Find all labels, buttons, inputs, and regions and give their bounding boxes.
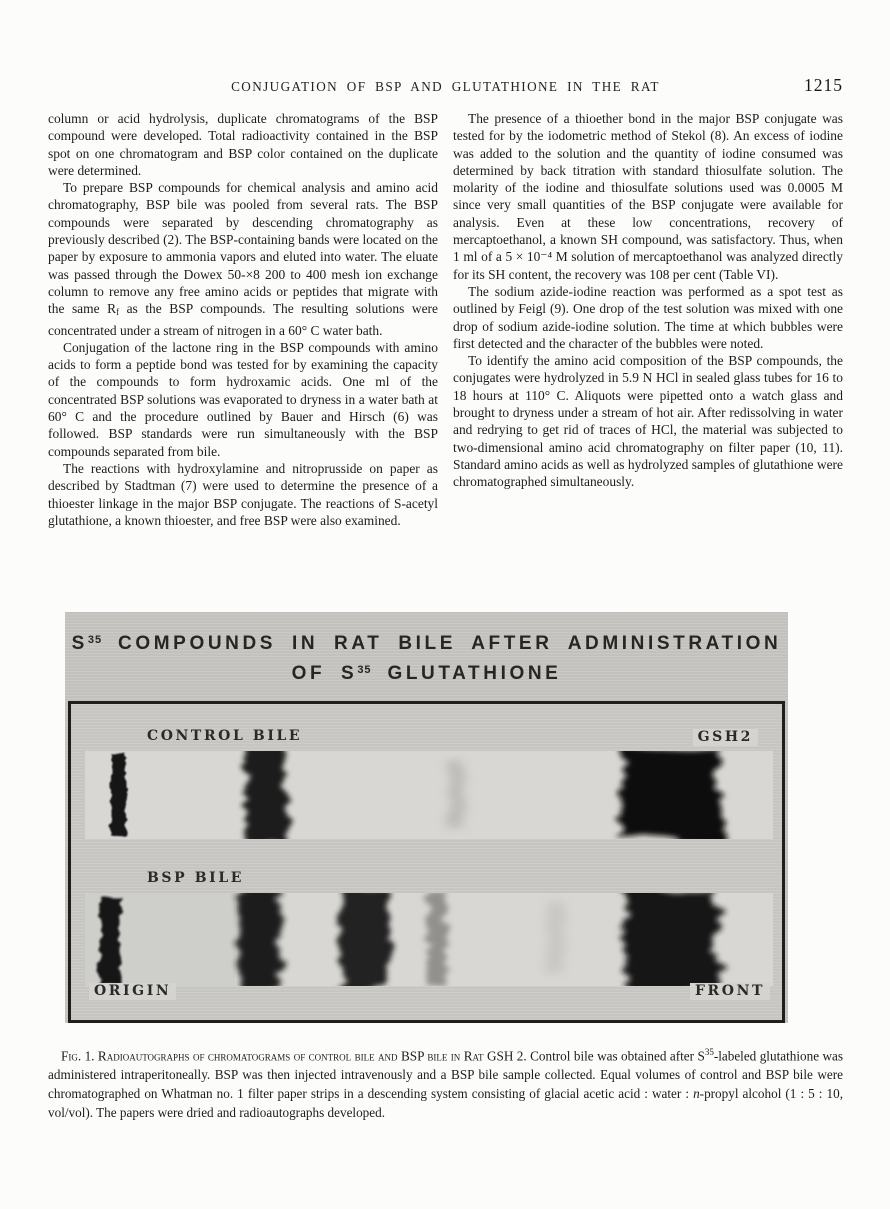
- figure-caption-text: -propyl alcohol (1 : 5 : 10, vol/vol). The papers were dried and radioautographs developed.: [48, 1085, 844, 1120]
- figure-title-text: OF S: [291, 663, 358, 684]
- chromatogram-band: [239, 893, 281, 986]
- paragraph: The sodium azide-iodine reaction was performed as a spot test as outlined by Feigl (9). One drop of the test solution was mixed with one drop of sodium azide-iodine solution. The time at which bubbles were first detected and the character of the bubbles were noted.: [453, 283, 843, 351]
- figure-caption: [48, 1043, 843, 1122]
- gsh2-band: [621, 751, 721, 839]
- isotope-superscript: 35: [704, 1047, 714, 1057]
- origin-band: [111, 754, 126, 836]
- running-head-title: CONJUGATION OF BSP AND GLUTATHIONE IN THE RAT: [231, 79, 660, 94]
- figure-caption-label: Fig. 1.: [61, 1048, 98, 1064]
- control-bile-label: CONTROL BILE: [147, 728, 303, 744]
- figure-caption-text: GSH 2.: [486, 1048, 531, 1064]
- paragraph: The reactions with hydroxylamine and nitroprusside on paper as described by Stadtman (7) were used to determine the presence of a thioester linkage in the major BSP conjugate. The reactions of S-acetyl glutathione, a known thioester, and free BSP were also examined.: [48, 460, 438, 528]
- front-label: FRONT: [690, 983, 770, 1000]
- bsp-bile-strip: [85, 893, 773, 986]
- left-column: [48, 110, 438, 529]
- figure-caption-text: Control bile was obtained after S: [530, 1048, 705, 1064]
- right-column: [453, 110, 843, 529]
- isotope-superscript: 35: [357, 664, 372, 676]
- figure-title-text: COMPOUNDS IN RAT BILE AFTER ADMINISTRATION: [102, 633, 782, 654]
- page-number: 1215: [804, 75, 843, 95]
- running-head: [48, 75, 843, 96]
- faint-band: [547, 901, 565, 978]
- gsh2-label: GSH2: [693, 729, 758, 746]
- origin-band: [100, 895, 120, 985]
- paragraph-text: as the BSP compounds. The resulting solutions were concentrated under a stream of nitrogen in a 60° C water bath.: [48, 301, 438, 338]
- faint-band: [448, 761, 464, 830]
- bsp-bile-label: BSP BILE: [147, 870, 245, 886]
- control-bile-strip: [85, 751, 773, 839]
- figure-title-text: S: [71, 633, 88, 654]
- figure-1-photo: [65, 612, 788, 1023]
- paragraph: [48, 179, 438, 339]
- figure-title-line-2: [65, 657, 788, 687]
- paragraph: column or acid hydrolysis, duplicate chromatograms of the BSP compound were developed. Total radioactivity contained in the BSP spot on one chromatogram and BSP color contained on the duplicate were determined.: [48, 111, 438, 178]
- origin-label: ORIGIN: [89, 983, 176, 1000]
- figure-title: [65, 612, 788, 701]
- paragraph: Conjugation of the lactone ring in the BSP compounds with amino acids to form a peptide bond was tested for by examining the capacity of the compounds to form hydroxamic acids. One ml of the concentrated BSP solutions was evaporated to dryness in a water bath at 60° C and the procedure outlined by Bauer and Hirsch (6) was followed. BSP standards were run simultaneously with the BSP compounds separated from bile.: [48, 339, 438, 459]
- figure-caption-text: -labeled glutathione was administered intraperitoneally. BSP was then injected intravenously and a BSP bile sample collected. Equal volumes of control and BSP bile were chromatographed on Whatman no. 1 filter paper strips in a descending system consisting of glacial acetic acid : water :: [48, 1048, 843, 1101]
- paragraph: To identify the amino acid composition of the BSP compounds, the conjugates were hydrolyzed in 5.9 N HCl in sealed glass tubes for 16 to 18 hours at 110° C. Aliquots were pipetted onto a watch glass and brought to dryness under a stream of hot air. After redissolving in water and redrying to get rid of traces of HCl, the material was subjected to two-dimensional amino acid chromatography on filter paper (10, 11). Standard amino acids as well as hydrolyzed samples of glutathione were chromatographed simultaneously.: [453, 353, 843, 490]
- rf-subscript: f: [116, 307, 120, 318]
- radioautograph-panel: [68, 701, 785, 1023]
- figure-caption-smallcaps: Radioautographs of chromatograms of control bile and BSP bile in Rat: [97, 1048, 487, 1064]
- body-columns: [48, 110, 843, 529]
- front-band: [625, 893, 717, 986]
- light-band: [427, 893, 447, 986]
- chromatogram-band: [341, 893, 389, 986]
- figure-title-line-1: [65, 627, 788, 657]
- paragraph: The presence of a thioether bond in the major BSP conjugate was tested for by the iodometric method of Stekol (8). An excess of iodine was added to the solution and the quantity of iodine consumed was determined by back titration with standard thiosulfate solution. The molarity of the iodine and thiosulfate solutions used was 0.0005 M since very small quantities of the BSP conjugate were available for analysis. Even at these low concentrations, recovery of mercaptoethanol, a known SH compound, was satisfactory. Thus, when 1 ml of a 5 × 10⁻⁴ M solution of mercaptoethanol was analyzed directly for its SH content, the recovery was 108 per cent (Table VI).: [453, 111, 843, 282]
- figure-caption-italic: n: [693, 1085, 700, 1101]
- figure-title-text: GLUTATHIONE: [371, 663, 562, 684]
- chromatogram-band: [246, 751, 286, 839]
- paragraph-text: To prepare BSP compounds for chemical analysis and amino acid chromatography, BSP bile was pooled from several rats. The BSP compounds were separated by descending chromatography as previously described (2). The BSP-containing bands were located on the paper by exposure to ammonia vapors and eluted into water. The eluate was passed through the Dowex 50-×8 200 to 400 mesh ion exchange column to remove any free amino acids or peptides that migrate with the same R: [48, 180, 438, 317]
- isotope-superscript: 35: [87, 634, 103, 646]
